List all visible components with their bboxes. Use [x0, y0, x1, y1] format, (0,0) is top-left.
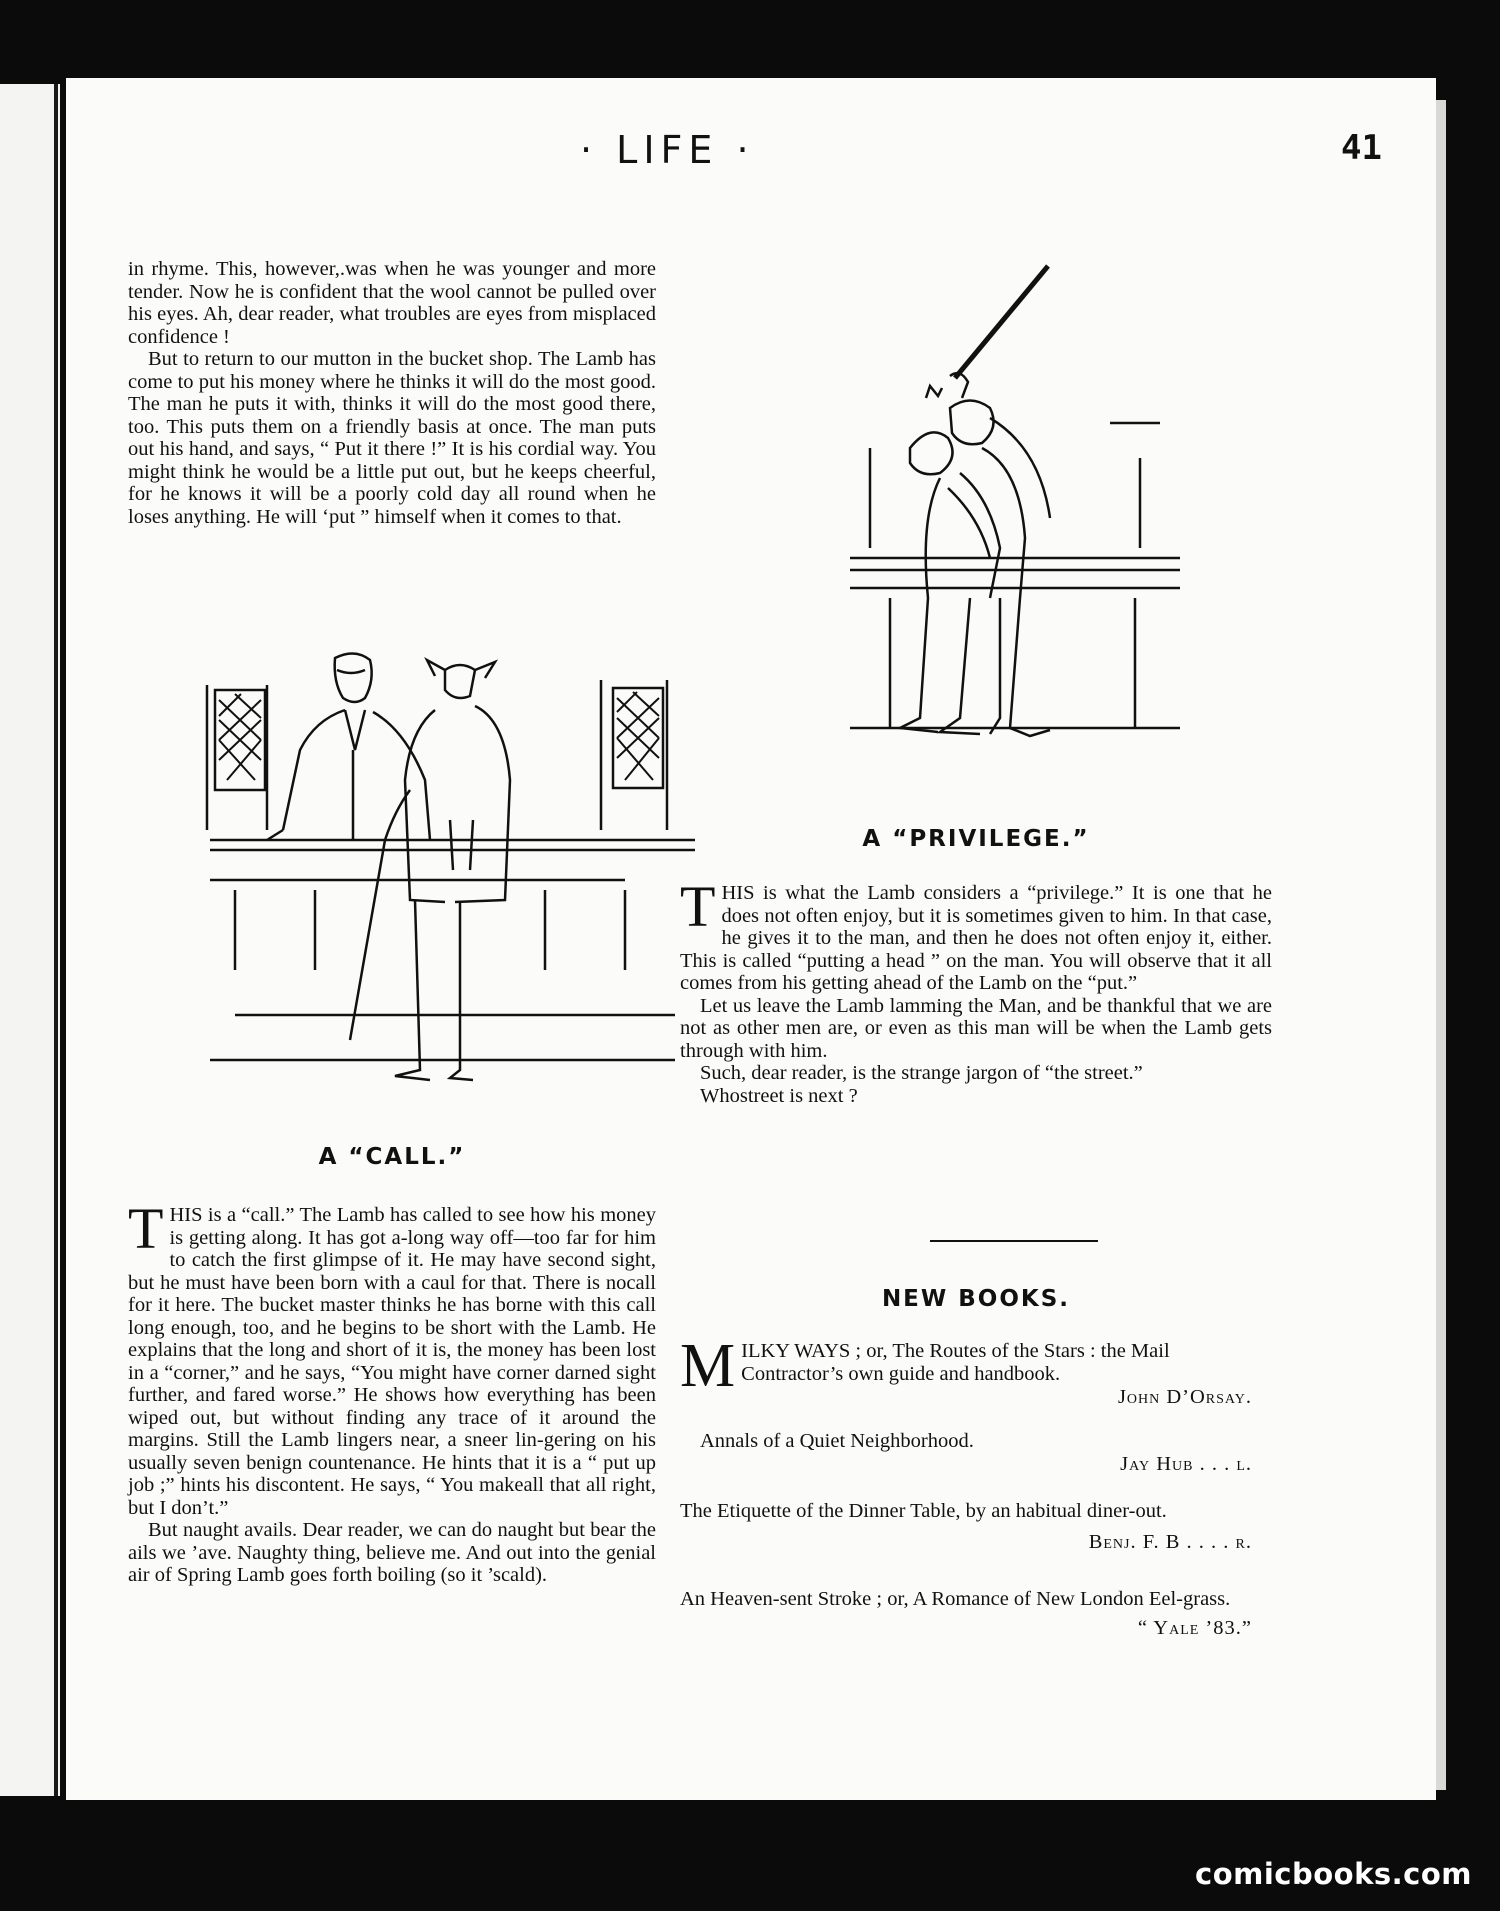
book-title: The Etiquette of the Dinner Table, by an habitual diner-out. [680, 1500, 1167, 1522]
privilege-paragraph: Whostreet is next ? [700, 1084, 858, 1107]
left-page-edge [0, 84, 60, 1796]
drop-cap: M [680, 1332, 736, 1400]
book-entry [680, 1332, 1272, 1409]
book-title: An Heaven-sent Stroke ; or, A Romance of New London Eel-grass. [680, 1588, 1231, 1610]
book-entry [680, 1430, 1272, 1476]
privilege-caption: A “PRIVILEGE.” [862, 826, 1090, 852]
book-entry [680, 1588, 1272, 1640]
drop-cap: T [680, 874, 716, 939]
privilege-paragraph: Such, dear reader, is the strange jargon of “the street.” [700, 1062, 1143, 1084]
call-paragraph: THIS is a “call.” The Lamb has called to see how his money is getting along. It has got a-long way off—too far for him to catch the first glimpse of it. He may have second sight, but he must have been born with a caul for that. There is nocall for it here. The bucket master thinks he has borne with this call long enough, too, and he begins to be short with the Lamb. He explains that the long and short of it is, the money has been lost in a “corner,” and he says, “You might have corner darned sight further, and fared worse.” He shows how everything has been wiped out, but without finding any trace of it around the margins. Still the Lamb lingers near, a sneer lin-gering on his usually seven benign countenance. He hints that it is a “ put up job ;” hints his discontent. He says, “ You makeall that all right, but I don’t.” [128, 1196, 656, 1519]
right-page-edge [1436, 100, 1446, 1790]
book-author: Benj. F. B . . . . r. [1088, 1531, 1252, 1553]
privilege-illustration [850, 258, 1180, 788]
masthead: · LIFE · [580, 128, 755, 172]
drop-cap: T [128, 1196, 164, 1261]
call-paragraph: But naught avails. Dear reader, we can do naught but bear the ails we ’ave. Naughty thing, believe me. And out into the genial air of Spring Lamb goes forth boiling (so it ’scald). [128, 1519, 656, 1586]
call-text [128, 1196, 656, 1587]
privilege-paragraph: Let us leave the Lamb lamming the Man, and be thankful that we are not as other men are, or even as this man will be when the Lamb gets through with him. [680, 994, 1272, 1062]
intro-paragraph: But to return to our mutton in the bucket shop. The Lamb has come to put his money where he thinks it will do the most good. The man he puts it with, thinks it will do the most good there, too. This puts them on a friendly basis at once. The man puts out his hand, and says, “ Put it there !” It is his cordial way. You might think he would be a little put out, but he keeps cheerful, for he knows it will be a poorly cold day all round when he loses anything. He will ‘put ” himself when it comes to that. [128, 348, 656, 528]
privilege-text [680, 874, 1272, 1107]
book-author: Jay Hub . . . l. [1120, 1453, 1252, 1475]
section-divider [930, 1240, 1098, 1242]
book-author: “ Yale ’83.” [1137, 1617, 1252, 1639]
call-caption: A “CALL.” [318, 1144, 466, 1170]
book-author: John D’Orsay. [1117, 1386, 1252, 1408]
privilege-paragraph: THIS is what the Lamb considers a “privilege.” It is one that he does not often enjoy, but it is sometimes given to him. In that case, he gives it to the man, and then he does not often enjoy it, either. This is called “putting a head ” on the man. You will observe that it all comes from his getting ahead of the Lamb on the “put.” [680, 874, 1272, 994]
watermark: comicbooks.com [1195, 1857, 1472, 1891]
book-title: MILKY WAYS ; or, The Routes of the Stars : the Mail Contractor’s own guide and handbook. [680, 1332, 1170, 1400]
intro-paragraph: in rhyme. This, however,.was when he was younger and more tender. Now he is confident that the wool cannot be pulled over his eyes. Ah, dear reader, what troubles are eyes from misplaced confidence ! [128, 258, 656, 348]
call-illustration [205, 640, 705, 1100]
book-title: Annals of a Quiet Neighborhood. [700, 1430, 974, 1452]
page-header [0, 128, 1500, 188]
new-books-heading: NEW BOOKS. [881, 1286, 1071, 1312]
book-entry [680, 1500, 1272, 1554]
page-number: 41 [1341, 128, 1382, 168]
intro-text [128, 258, 656, 528]
